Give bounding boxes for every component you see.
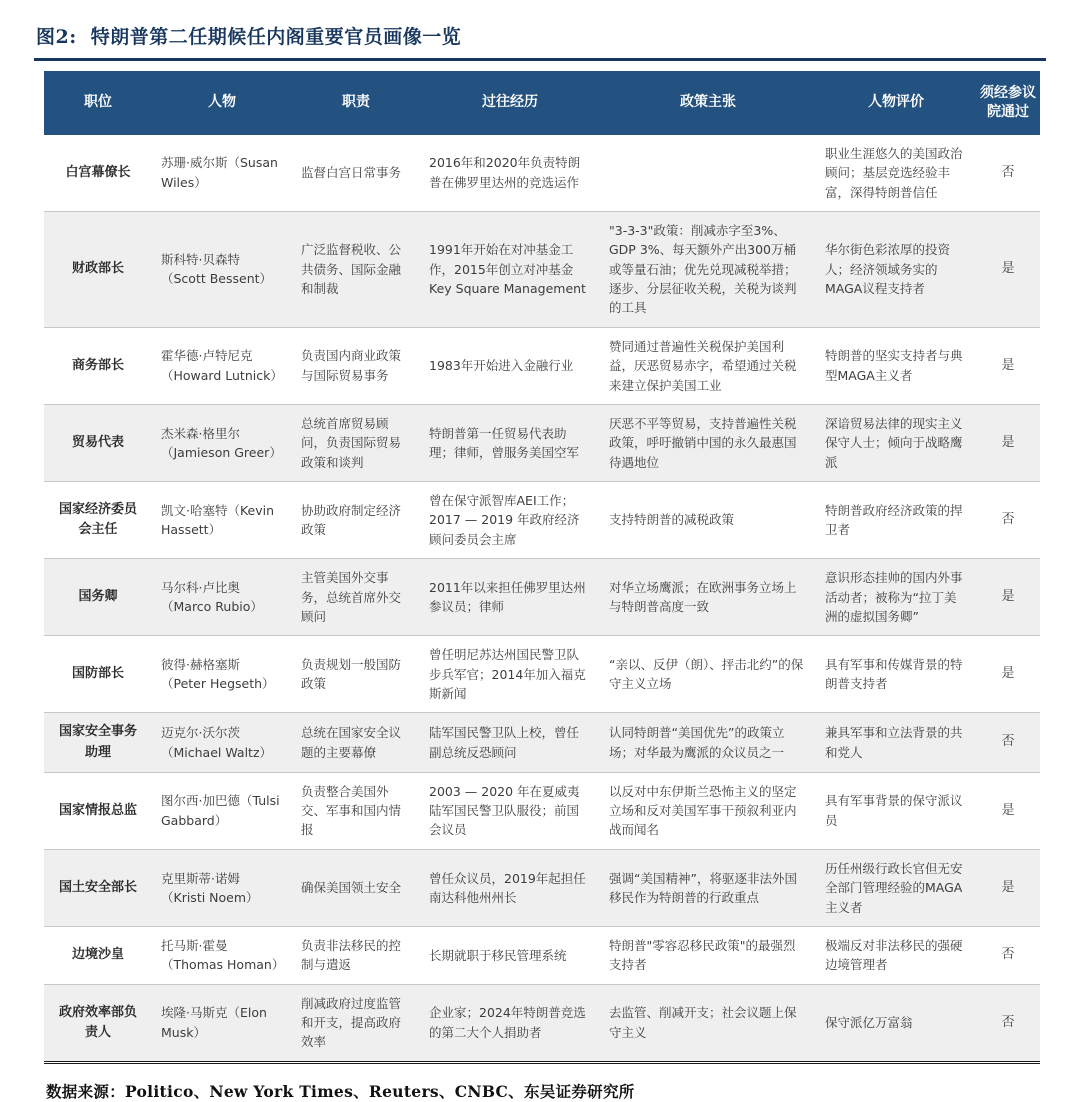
person-cell: 苏珊·威尔斯（Susan Wiles） bbox=[161, 155, 278, 190]
position-cell: 国防部长 bbox=[71, 666, 124, 682]
evaluation-cell: 历任州级行政长官但无安全部门管理经验的MAGA主义者 bbox=[825, 860, 963, 915]
table-row bbox=[44, 482, 1040, 559]
policy-cell: 以反对中东伊斯兰恐怖主义的坚定立场和反对美国军事干预叙利亚内战而闻名 bbox=[609, 783, 797, 838]
header-row bbox=[44, 71, 1040, 135]
person-cell: 马尔科·卢比奥（Marco Rubio） bbox=[161, 579, 263, 615]
senate-approval-cell: 是 bbox=[1001, 357, 1015, 373]
policy-cell: 赞同通过普遍性关税保护美国利益，厌恶贸易赤字，希望通过关税来建立保护美国工业 bbox=[609, 338, 797, 393]
policy-cell bbox=[600, 135, 816, 212]
experience-cell: 曾任众议员，2019年起担任南达科他州州长 bbox=[429, 870, 586, 905]
senate-approval-cell: 是 bbox=[1001, 589, 1015, 605]
table-row bbox=[44, 135, 1040, 212]
experience-cell: 2016年和2020年负责特朗普在佛罗里达州的竞选运作 bbox=[429, 155, 581, 190]
evaluation-cell: 特朗普政府经济政策的捍卫者 bbox=[825, 502, 963, 538]
position-cell: 白宫幕僚长 bbox=[65, 164, 131, 180]
experience-cell: 曾在保守派智库AEI工作；2017 — 2019 年政府经济顾问委员会主席 bbox=[429, 493, 580, 547]
person-cell: 托马斯·霍曼（Thomas Homan） bbox=[161, 937, 285, 973]
table-row bbox=[44, 404, 1040, 481]
column-header-senate-approval: 须经参议院通过 bbox=[976, 71, 1040, 135]
policy-cell: 对华立场鹰派；在欧洲事务立场上与特朗普高度一致 bbox=[609, 579, 797, 615]
policy-cell: 特朗普"零容忍移民政策"的最强烈支持者 bbox=[609, 937, 796, 973]
page-title bbox=[34, 22, 1046, 49]
person-cell: 迈克尔·沃尔茨（Michael Waltz） bbox=[161, 725, 273, 760]
figure-label: 图2: bbox=[36, 26, 77, 48]
position-cell: 国家安全事务助理 bbox=[58, 724, 137, 760]
evaluation-cell: 保守派亿万富翁 bbox=[825, 1015, 913, 1031]
person-cell: 杰米森·格里尔（Jamieson Greer） bbox=[161, 425, 282, 460]
senate-approval-cell: 是 bbox=[1001, 802, 1015, 818]
position-cell: 国务卿 bbox=[78, 589, 118, 605]
experience-cell: 1991年开始在对冲基金工作，2015年创立对冲基金Key Square Management bbox=[429, 242, 586, 297]
policy-cell: "3-3-3"政策：削减赤字至3%、GDP 3%、每天额外产出300万桶或等量石油；优先兑现减税举措；逐步、分层征收关税，关税为谈判的工具 bbox=[609, 222, 797, 316]
source-note: 数据来源：Politico、New York Times、Reuters、CNBC、东吴证券研究所 bbox=[46, 1081, 635, 1101]
cabinet-table bbox=[44, 71, 1040, 1064]
column-header-experience: 过往经历 bbox=[420, 71, 600, 135]
position-cell: 边境沙皇 bbox=[71, 947, 124, 963]
senate-approval-cell: 是 bbox=[1001, 261, 1015, 277]
position-cell: 财政部长 bbox=[71, 261, 124, 277]
position-cell: 国家经济委员会主任 bbox=[58, 501, 137, 538]
duty-cell: 确保美国领土安全 bbox=[301, 880, 402, 896]
person-cell: 彼得·赫格塞斯（Peter Hegseth） bbox=[161, 656, 275, 692]
duty-cell: 负责整合美国外交、军事和国内情报 bbox=[301, 783, 402, 838]
duty-cell: 总统首席贸易顾问，负责国际贸易政策和谈判 bbox=[301, 415, 402, 470]
policy-cell: 强调“美国精神”，将驱逐非法外国移民作为特朗普的行政重点 bbox=[609, 870, 797, 905]
table-row bbox=[44, 849, 1040, 926]
table-row bbox=[44, 559, 1040, 636]
duty-cell: 广泛监督税收、公共债务、国际金融和制裁 bbox=[301, 242, 402, 297]
person-cell: 凯文·哈塞特（Kevin Hassett） bbox=[161, 502, 275, 538]
experience-cell: 2011年以来担任佛罗里达州参议员；律师 bbox=[429, 579, 586, 615]
policy-cell: 厌恶不平等贸易，支持普遍性关税政策，呼吁撤销中国的永久最惠国待遇地位 bbox=[609, 415, 797, 470]
evaluation-cell: 具有军事背景的保守派议员 bbox=[825, 793, 963, 828]
evaluation-cell: 特朗普的坚实支持者与典型MAGA主义者 bbox=[825, 348, 963, 383]
policy-cell: 支持特朗普的减税政策 bbox=[609, 512, 735, 528]
experience-cell: 企业家；2024年特朗普竞选的第二大个人捐助者 bbox=[429, 1005, 586, 1040]
evaluation-cell: 职业生涯悠久的美国政治顾问；基层竞选经验丰富，深得特朗普信任 bbox=[825, 145, 963, 200]
duty-cell: 主管美国外交事务，总统首席外交顾问 bbox=[301, 570, 402, 624]
duty-cell: 总统在国家安全议题的主要幕僚 bbox=[301, 725, 402, 760]
experience-cell: 1983年开始进入金融行业 bbox=[429, 358, 574, 374]
title-divider bbox=[34, 58, 1046, 61]
senate-approval-cell: 否 bbox=[1001, 512, 1015, 528]
table-row bbox=[44, 211, 1040, 327]
table-row bbox=[44, 984, 1040, 1062]
duty-cell: 负责非法移民的控制与遣返 bbox=[301, 937, 402, 973]
column-header-duty: 职责 bbox=[292, 71, 420, 135]
senate-approval-cell: 是 bbox=[1001, 666, 1015, 682]
senate-approval-cell: 否 bbox=[1001, 947, 1015, 963]
experience-cell: 2003 — 2020 年在夏威夷陆军国民警卫队服役；前国会议员 bbox=[429, 783, 580, 838]
experience-cell: 曾任明尼苏达州国民警卫队步兵军官；2014年加入福克斯新闻 bbox=[429, 647, 586, 702]
senate-approval-cell: 是 bbox=[1001, 434, 1015, 450]
evaluation-cell: 极端反对非法移民的强硬边境管理者 bbox=[825, 937, 963, 973]
duty-cell: 协助政府制定经济政策 bbox=[301, 502, 402, 538]
evaluation-cell: 兼具军事和立法背景的共和党人 bbox=[825, 725, 963, 760]
experience-cell: 特朗普第一任贸易代表助理；律师，曾服务美国空军 bbox=[429, 425, 580, 460]
column-header-evaluation: 人物评价 bbox=[816, 71, 976, 135]
table-row bbox=[44, 926, 1040, 984]
experience-cell: 长期就职于移民管理系统 bbox=[429, 947, 567, 963]
table-row bbox=[44, 713, 1040, 772]
duty-cell: 削减政府过度监管和开支，提高政府效率 bbox=[301, 995, 402, 1050]
person-cell: 克里斯蒂·诺姆（Kristi Noem） bbox=[161, 870, 259, 905]
table-body bbox=[44, 135, 1040, 1063]
senate-approval-cell: 否 bbox=[1001, 164, 1015, 180]
evaluation-cell: 意识形态挂帅的国内外事活动者；被称为“拉丁美洲的虚拟国务卿” bbox=[825, 570, 963, 624]
position-cell: 政府效率部负责人 bbox=[58, 1004, 137, 1040]
column-header-position: 职位 bbox=[44, 71, 152, 135]
position-cell: 国家情报总监 bbox=[58, 802, 137, 818]
person-cell: 斯科特·贝森特（Scott Bessent） bbox=[161, 251, 273, 287]
senate-approval-cell: 是 bbox=[1001, 879, 1015, 895]
policy-cell: “亲以、反伊（朗）、抨击北约”的保守主义立场 bbox=[609, 656, 804, 692]
person-cell: 图尔西·加巴德（Tulsi Gabbard） bbox=[161, 793, 280, 828]
position-cell: 贸易代表 bbox=[71, 434, 124, 450]
table-row bbox=[44, 772, 1040, 849]
person-cell: 霍华德·卢特尼克（Howard Lutnick） bbox=[161, 348, 283, 383]
evaluation-cell: 深谙贸易法律的现实主义保守人士；倾向于战略鹰派 bbox=[825, 415, 963, 470]
duty-cell: 负责国内商业政策与国际贸易事务 bbox=[301, 348, 402, 383]
figure-title-text: 特朗普第二任期候任内阁重要官员画像一览 bbox=[90, 26, 462, 48]
policy-cell: 认同特朗普“美国优先”的政策立场；对华最为鹰派的众议员之一 bbox=[609, 725, 785, 760]
table-row bbox=[44, 327, 1040, 404]
column-header-policy: 政策主张 bbox=[600, 71, 816, 135]
evaluation-cell: 华尔街色彩浓厚的投资人；经济领域务实的MAGA议程支持者 bbox=[825, 242, 951, 297]
policy-cell: 去监管、削减开支；社会议题上保守主义 bbox=[609, 1005, 797, 1040]
evaluation-cell: 具有军事和传媒背景的特朗普支持者 bbox=[825, 656, 963, 692]
senate-approval-cell: 否 bbox=[1001, 1014, 1015, 1030]
duty-cell: 负责规划一般国防政策 bbox=[301, 656, 402, 692]
position-cell: 国土安全部长 bbox=[58, 879, 137, 895]
column-header-person: 人物 bbox=[152, 71, 292, 135]
person-cell: 埃隆·马斯克（Elon Musk） bbox=[161, 1005, 267, 1040]
position-cell: 商务部长 bbox=[71, 357, 124, 373]
senate-approval-cell: 否 bbox=[1001, 734, 1015, 750]
table-row bbox=[44, 636, 1040, 713]
table-header bbox=[44, 71, 1040, 135]
duty-cell: 监督白宫日常事务 bbox=[301, 165, 402, 181]
experience-cell: 陆军国民警卫队上校，曾任副总统反恐顾问 bbox=[429, 725, 580, 760]
